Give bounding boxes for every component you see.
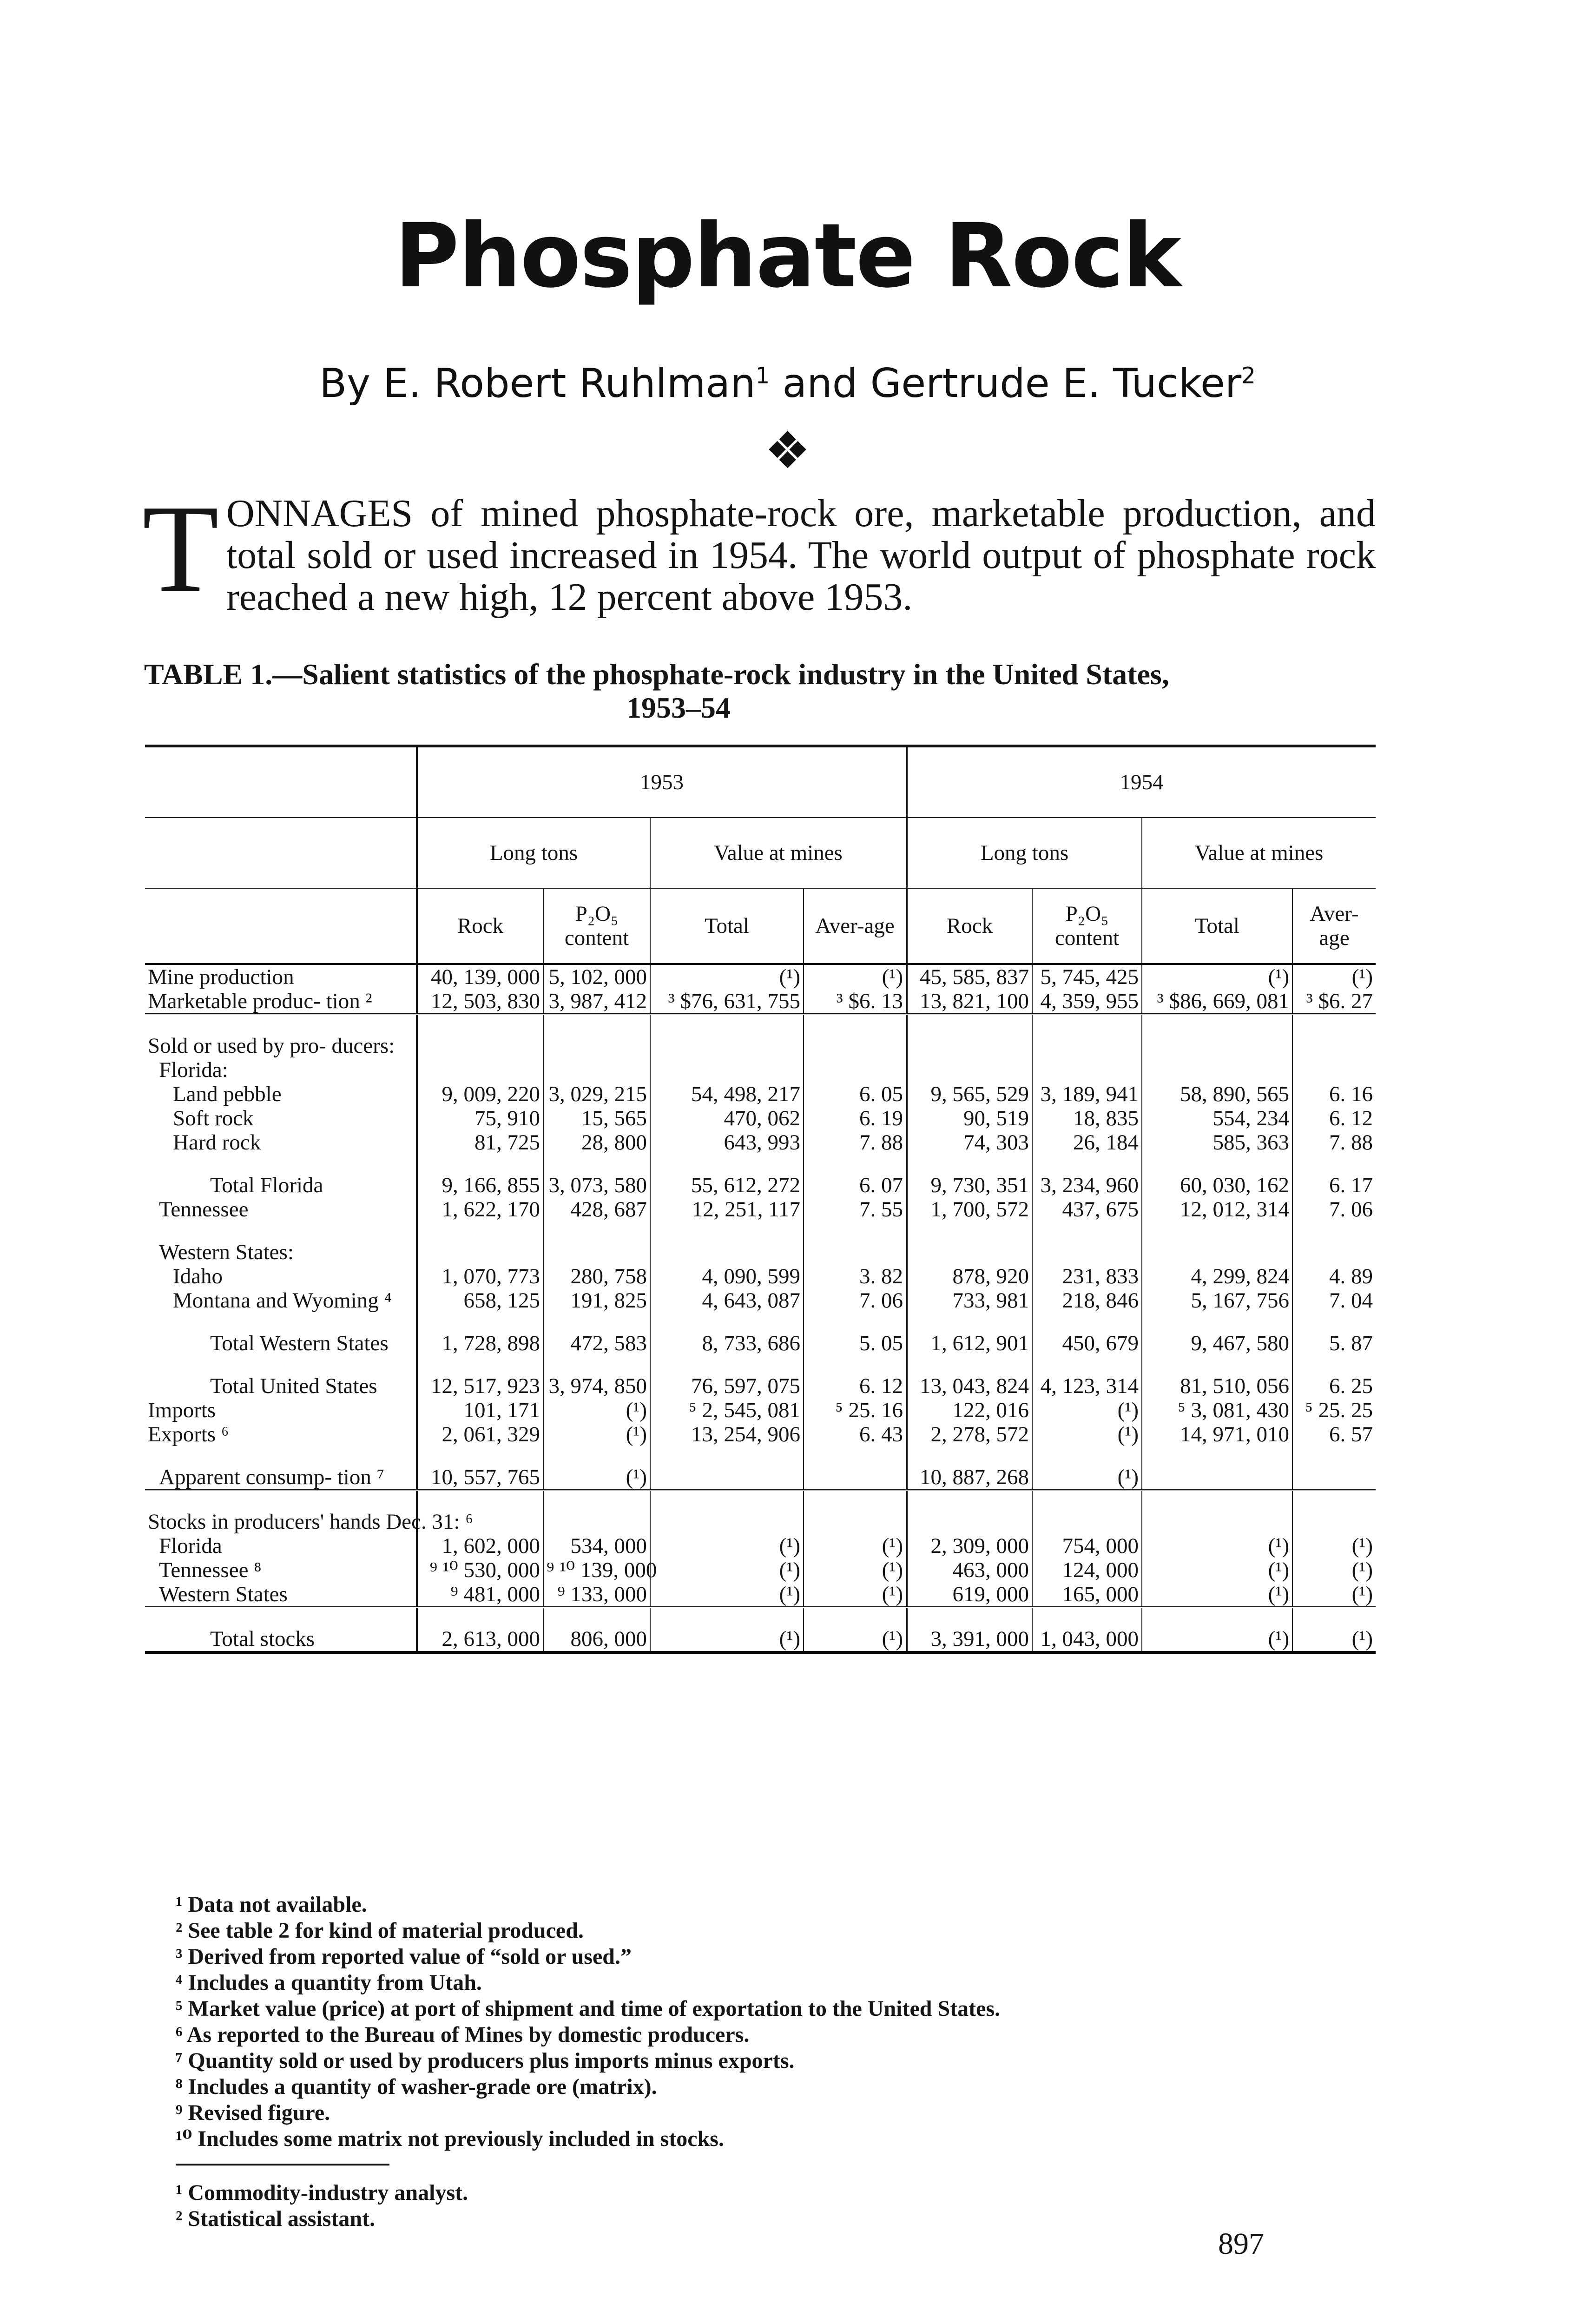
header-group: Long tons: [417, 818, 650, 888]
table-cell: 5, 745, 425: [1032, 964, 1142, 989]
table-cell: 3, 073, 580: [543, 1155, 650, 1197]
table-cell: 4, 643, 087: [650, 1288, 804, 1313]
footnote: ⁸ Includes a quantity of washer-grade ore (matrix).: [176, 2074, 657, 2099]
table-cell: 3, 234, 960: [1032, 1155, 1142, 1197]
table-cell: 4, 123, 314: [1032, 1355, 1142, 1398]
header-column: Aver-age: [804, 888, 907, 964]
table-cell: 101, 171: [417, 1398, 543, 1422]
table-cell: [1142, 1446, 1292, 1490]
header-stub: [145, 746, 417, 818]
table-cell: [804, 1221, 907, 1264]
table-cell: 3. 82: [804, 1264, 907, 1288]
table-cell: [907, 1221, 1032, 1264]
table-cell: 90, 519: [907, 1106, 1032, 1130]
table-cell: (¹): [650, 1534, 804, 1558]
table-cell: [907, 1014, 1032, 1058]
table-row: [145, 1014, 1376, 1058]
author-footnote: ¹ Commodity-industry analyst.: [176, 2180, 468, 2205]
table-cell: 2, 061, 329: [417, 1422, 543, 1446]
header-stub: [145, 888, 417, 964]
table-cell: 45, 585, 837: [907, 964, 1032, 989]
table-row: [145, 1607, 1376, 1652]
footnote: ⁶ As reported to the Bureau of Mines by domestic producers.: [176, 2022, 750, 2047]
row-label: Western States: [145, 1582, 417, 1607]
footnote: ³ Derived from reported value of “sold or used.”: [176, 1944, 632, 1969]
table-cell: 585, 363: [1142, 1130, 1292, 1155]
table-cell: 658, 125: [417, 1288, 543, 1313]
table-cell: [1032, 1058, 1142, 1082]
table-cell: 428, 687: [543, 1197, 650, 1221]
table-cell: 10, 887, 268: [907, 1446, 1032, 1490]
table-cell: 7. 55: [804, 1197, 907, 1221]
table-cell: 5, 102, 000: [543, 964, 650, 989]
table-cell: [907, 1058, 1032, 1082]
table-cell: (¹): [650, 1558, 804, 1582]
table-cell: 6. 17: [1292, 1155, 1376, 1197]
table-caption-line-1: TABLE 1.—Salient statistics of the phosphate-rock industry in the United States,: [144, 658, 1169, 691]
page-number: 897: [1218, 2227, 1264, 2261]
table-cell: 6. 07: [804, 1155, 907, 1197]
table-row: [145, 1490, 1376, 1534]
table-cell: [543, 1058, 650, 1082]
table-cell: (¹): [804, 1534, 907, 1558]
table-cell: 2, 278, 572: [907, 1422, 1032, 1446]
table-cell: [1142, 1014, 1292, 1058]
table-cell: 6. 43: [804, 1422, 907, 1446]
byline-footnote-ref-2: 2: [1241, 363, 1256, 389]
table-cell: 54, 498, 217: [650, 1082, 804, 1106]
table-row: [145, 1313, 1376, 1355]
table-cell: 12, 503, 830: [417, 989, 543, 1014]
table-cell: 3, 029, 215: [543, 1082, 650, 1106]
table-cell: 26, 184: [1032, 1130, 1142, 1155]
table-row: [145, 1264, 1376, 1288]
footnote-rule: [176, 2164, 389, 2166]
footnote: ⁹ Revised figure.: [176, 2100, 330, 2125]
table-cell: [1292, 1058, 1376, 1082]
table-cell: 13, 254, 906: [650, 1422, 804, 1446]
table-cell: 3, 987, 412: [543, 989, 650, 1014]
table-cell: [417, 1014, 543, 1058]
footnote: ¹⁰ Includes some matrix not previously included in stocks.: [176, 2126, 724, 2151]
row-label: Idaho: [173, 1264, 223, 1288]
table-cell: [1292, 1446, 1376, 1490]
row-label: Tennessee ⁸: [159, 1558, 262, 1582]
table-row: [145, 1058, 1376, 1082]
table-cell: (¹): [804, 964, 907, 989]
table-cell: ⁹ 133, 000: [543, 1582, 650, 1607]
table-cell: [543, 1221, 650, 1264]
table-cell: 554, 234: [1142, 1106, 1292, 1130]
table-cell: 15, 565: [543, 1106, 650, 1130]
row-label: Total United States: [210, 1374, 377, 1398]
table-cell: 1, 070, 773: [417, 1264, 543, 1288]
page-title: Phosphate Rock: [394, 205, 1181, 307]
author-footnotes: [176, 2180, 1105, 2232]
byline-author-1: By E. Robert Ruhlman: [319, 360, 756, 407]
table-cell: 76, 597, 075: [650, 1355, 804, 1398]
table-cell: 450, 679: [1032, 1313, 1142, 1355]
table-cell: (¹): [543, 1422, 650, 1446]
table-cell: (¹): [1292, 1607, 1376, 1652]
table-row: [145, 1558, 1376, 1582]
table-cell: 55, 612, 272: [650, 1155, 804, 1197]
table-cell: 6. 57: [1292, 1422, 1376, 1446]
table-row: [145, 1446, 1376, 1490]
row-label: Florida:: [159, 1058, 228, 1082]
table-cell: 74, 303: [907, 1130, 1032, 1155]
table-cell: (¹): [804, 1582, 907, 1607]
table-cell: ³ $6. 13: [804, 989, 907, 1014]
table-cell: 643, 993: [650, 1130, 804, 1155]
table-cell: (¹): [1292, 964, 1376, 989]
table-cell: 75, 910: [417, 1106, 543, 1130]
table-cell: [650, 1446, 804, 1490]
row-label: Imports: [148, 1398, 216, 1422]
table-cell: [1142, 1058, 1292, 1082]
drop-cap: T: [142, 479, 219, 618]
table-cell: 1, 612, 901: [907, 1313, 1032, 1355]
header-group: Long tons: [907, 818, 1142, 888]
author-footnote: ² Statistical assistant.: [176, 2206, 376, 2231]
ornament-icon: ❖: [764, 421, 811, 480]
table-cell: 1, 043, 000: [1032, 1607, 1142, 1652]
salient-statistics-table: [145, 745, 1376, 1654]
table-cell: 733, 981: [907, 1288, 1032, 1313]
table-cell: [1032, 1490, 1142, 1534]
footnote: ⁴ Includes a quantity from Utah.: [176, 1970, 482, 1995]
header-row-columns: [145, 888, 1376, 964]
table-cell: 6. 19: [804, 1106, 907, 1130]
table-cell: 81, 725: [417, 1130, 543, 1155]
row-label: Sold or used by pro- ducers:: [148, 1034, 395, 1058]
header-year-1953: 1953: [417, 746, 907, 818]
table-cell: (¹): [1292, 1534, 1376, 1558]
row-label: Total Florida: [210, 1173, 323, 1197]
table-cell: 7. 88: [1292, 1130, 1376, 1155]
table-row: [145, 1422, 1376, 1446]
header-year-1954: 1954: [907, 746, 1376, 818]
table-cell: 754, 000: [1032, 1534, 1142, 1558]
table-cell: 463, 000: [907, 1558, 1032, 1582]
row-label: Tennessee: [159, 1197, 249, 1221]
table-cell: ⁵ 25. 25: [1292, 1398, 1376, 1422]
table-cell: 10, 557, 765: [417, 1446, 543, 1490]
table-cell: (¹): [650, 964, 804, 989]
header-column: Total: [1142, 888, 1292, 964]
table-cell: 472, 583: [543, 1313, 650, 1355]
table-cell: (¹): [1142, 1534, 1292, 1558]
row-label: Marketable produc- tion ²: [145, 989, 417, 1014]
table-cell: [1292, 1221, 1376, 1264]
table-cell: [804, 1446, 907, 1490]
table-cell: 878, 920: [907, 1264, 1032, 1288]
table-cell: 165, 000: [1032, 1582, 1142, 1607]
table-cell: 8, 733, 686: [650, 1313, 804, 1355]
header-stub: [145, 818, 417, 888]
table-row: [145, 1197, 1376, 1221]
table-cell: (¹): [1142, 964, 1292, 989]
table-cell: 13, 821, 100: [907, 989, 1032, 1014]
table-caption-line-2: 1953–54: [626, 691, 731, 724]
table-cell: ⁹ ¹⁰ 530, 000: [417, 1558, 543, 1582]
row-label: Apparent consump- tion ⁷: [145, 1446, 417, 1490]
table-body: [145, 964, 1376, 1652]
table-cell: [417, 1221, 543, 1264]
table-cell: [1032, 1014, 1142, 1058]
row-label: Total Western States: [210, 1331, 389, 1355]
table-cell: 18, 835: [1032, 1106, 1142, 1130]
table-cell: 81, 510, 056: [1142, 1355, 1292, 1398]
table-cell: [1032, 1221, 1142, 1264]
table-cell: 13, 043, 824: [907, 1355, 1032, 1398]
footnote: ⁵ Market value (price) at port of shipment and time of exportation to the United States.: [176, 1996, 1001, 2021]
table-cell: [804, 1490, 907, 1534]
footnote: ⁷ Quantity sold or used by producers plus imports minus exports.: [176, 2048, 795, 2073]
table-cell: (¹): [1032, 1398, 1142, 1422]
table-cell: ³ $76, 631, 755: [650, 989, 804, 1014]
table-cell: 122, 016: [907, 1398, 1032, 1422]
table-cell: 7. 88: [804, 1130, 907, 1155]
table-cell: [417, 1058, 543, 1082]
table-cell: 9, 730, 351: [907, 1155, 1032, 1197]
table-cell: (¹): [1032, 1422, 1142, 1446]
byline: [0, 360, 1575, 407]
table-cell: 9, 467, 580: [1142, 1313, 1292, 1355]
table-cell: 6. 16: [1292, 1082, 1376, 1106]
table-cell: 6. 05: [804, 1082, 907, 1106]
table-cell: 40, 139, 000: [417, 964, 543, 989]
table-cell: 9, 009, 220: [417, 1082, 543, 1106]
table-cell: 534, 000: [543, 1534, 650, 1558]
header-column: P₂O₅ content: [543, 888, 650, 964]
table-cell: [1142, 1221, 1292, 1264]
header-group: Value at mines: [650, 818, 907, 888]
table-cell: ⁹ ¹⁰ 139, 000: [543, 1558, 650, 1582]
table-cell: [804, 1058, 907, 1082]
row-label: Mine production: [148, 965, 294, 989]
table-row: [145, 1082, 1376, 1106]
table-cell: 4, 359, 955: [1032, 989, 1142, 1014]
table-cell: 12, 251, 117: [650, 1197, 804, 1221]
table-cell: 437, 675: [1032, 1197, 1142, 1221]
table-cell: 12, 517, 923: [417, 1355, 543, 1398]
table-cell: (¹): [650, 1607, 804, 1652]
table-cell: [1142, 1490, 1292, 1534]
table-cell: 58, 890, 565: [1142, 1082, 1292, 1106]
row-label: Total stocks: [145, 1607, 417, 1652]
row-label: Montana and Wyoming ⁴: [173, 1288, 392, 1313]
table-cell: 4, 299, 824: [1142, 1264, 1292, 1288]
table-cell: 28, 800: [543, 1130, 650, 1155]
header-column: Rock: [417, 888, 543, 964]
table-cell: 9, 565, 529: [907, 1082, 1032, 1106]
table-row: [145, 1288, 1376, 1313]
header-row-groups: [145, 818, 1376, 888]
table-cell: 124, 000: [1032, 1558, 1142, 1582]
byline-footnote-ref-1: 1: [755, 363, 770, 389]
table-cell: [1292, 1490, 1376, 1534]
table-row: [145, 1534, 1376, 1558]
table-cell: 619, 000: [907, 1582, 1032, 1607]
table-cell: ⁵ 2, 545, 081: [650, 1398, 804, 1422]
table-cell: 1, 700, 572: [907, 1197, 1032, 1221]
table-cell: 2, 309, 000: [907, 1534, 1032, 1558]
table-cell: 14, 971, 010: [1142, 1422, 1292, 1446]
table-cell: 60, 030, 162: [1142, 1155, 1292, 1197]
byline-author-2: and Gertrude E. Tucker: [770, 360, 1242, 407]
table-cell: 4, 090, 599: [650, 1264, 804, 1288]
footnote: ¹ Data not available.: [176, 1892, 367, 1917]
table-cell: (¹): [804, 1607, 907, 1652]
table-row: [145, 1582, 1376, 1607]
row-label: Land pebble: [173, 1082, 282, 1106]
table-row: [145, 989, 1376, 1014]
table-cell: 6. 25: [1292, 1355, 1376, 1398]
table-cell: 280, 758: [543, 1264, 650, 1288]
table-cell: 1, 602, 000: [417, 1534, 543, 1558]
table-row: [145, 1355, 1376, 1398]
intro-paragraph: [142, 479, 1376, 619]
row-label: Western States:: [159, 1240, 294, 1264]
table-cell: [650, 1490, 804, 1534]
table-cell: (¹): [543, 1398, 650, 1422]
table-cell: ³ $86, 669, 081: [1142, 989, 1292, 1014]
table-cell: (¹): [1142, 1558, 1292, 1582]
table-cell: 806, 000: [543, 1607, 650, 1652]
table-footnotes: [176, 1892, 1384, 2152]
table-cell: 231, 833: [1032, 1264, 1142, 1288]
table-cell: 4. 89: [1292, 1264, 1376, 1288]
row-label: Exports ⁶: [148, 1422, 229, 1446]
table-cell: 5. 05: [804, 1313, 907, 1355]
table-cell: [650, 1221, 804, 1264]
table-cell: (¹): [1292, 1558, 1376, 1582]
table-cell: 191, 825: [543, 1288, 650, 1313]
table-cell: [1292, 1014, 1376, 1058]
table-row: [145, 1398, 1376, 1422]
table-cell: 6. 12: [1292, 1106, 1376, 1130]
header-column: Aver-age: [1292, 888, 1376, 964]
table-cell: 5. 87: [1292, 1313, 1376, 1355]
table-cell: 3, 391, 000: [907, 1607, 1032, 1652]
table-cell: ⁵ 3, 081, 430: [1142, 1398, 1292, 1422]
table-cell: 7. 06: [804, 1288, 907, 1313]
table-cell: 1, 728, 898: [417, 1313, 543, 1355]
table-row: [145, 1155, 1376, 1197]
table-cell: (¹): [804, 1558, 907, 1582]
table-cell: (¹): [1032, 1446, 1142, 1490]
header-column: Rock: [907, 888, 1032, 964]
table-caption: [144, 658, 1380, 725]
table-cell: [543, 1490, 650, 1534]
table-row: [145, 964, 1376, 989]
table-cell: [804, 1014, 907, 1058]
table-cell: [907, 1490, 1032, 1534]
table-cell: 2, 613, 000: [417, 1607, 543, 1652]
intro-text: ONNAGES of mined phosphate-rock ore, marketable production, and total sold or used increased in 1954. The world output of phosphate rock reached a new high, 12 percent above 1953.: [226, 492, 1376, 619]
table-cell: 12, 012, 314: [1142, 1197, 1292, 1221]
header-row-years: [145, 746, 1376, 818]
table-cell: (¹): [650, 1582, 804, 1607]
table-cell: [543, 1014, 650, 1058]
table-cell: (¹): [1142, 1607, 1292, 1652]
header-group: Value at mines: [1142, 818, 1376, 888]
row-label: Stocks in producers' hands Dec. 31: ⁶: [148, 1510, 473, 1534]
table-cell: (¹): [1292, 1582, 1376, 1607]
header-column: Total: [650, 888, 804, 964]
table-cell: 218, 846: [1032, 1288, 1142, 1313]
table-cell: ⁹ 481, 000: [417, 1582, 543, 1607]
footnote: ² See table 2 for kind of material produced.: [176, 1918, 584, 1943]
table-cell: 5, 167, 756: [1142, 1288, 1292, 1313]
table-cell: (¹): [543, 1446, 650, 1490]
table-row: [145, 1106, 1376, 1130]
table-row: [145, 1130, 1376, 1155]
table-cell: ³ $6. 27: [1292, 989, 1376, 1014]
table-cell: 9, 166, 855: [417, 1155, 543, 1197]
table-cell: [650, 1058, 804, 1082]
table-cell: 3, 974, 850: [543, 1355, 650, 1398]
table-cell: [650, 1014, 804, 1058]
table-cell: 470, 062: [650, 1106, 804, 1130]
row-label: Hard rock: [173, 1130, 261, 1155]
table-row: [145, 1221, 1376, 1264]
row-label: Soft rock: [173, 1106, 254, 1130]
table-cell: 6. 12: [804, 1355, 907, 1398]
table-cell: (¹): [1142, 1582, 1292, 1607]
table-cell: ⁵ 25. 16: [804, 1398, 907, 1422]
header-column: P₂O₅ content: [1032, 888, 1142, 964]
table-cell: 7. 06: [1292, 1197, 1376, 1221]
table-cell: 3, 189, 941: [1032, 1082, 1142, 1106]
row-label: Florida: [159, 1534, 222, 1558]
table-cell: 7. 04: [1292, 1288, 1376, 1313]
table-cell: 1, 622, 170: [417, 1197, 543, 1221]
